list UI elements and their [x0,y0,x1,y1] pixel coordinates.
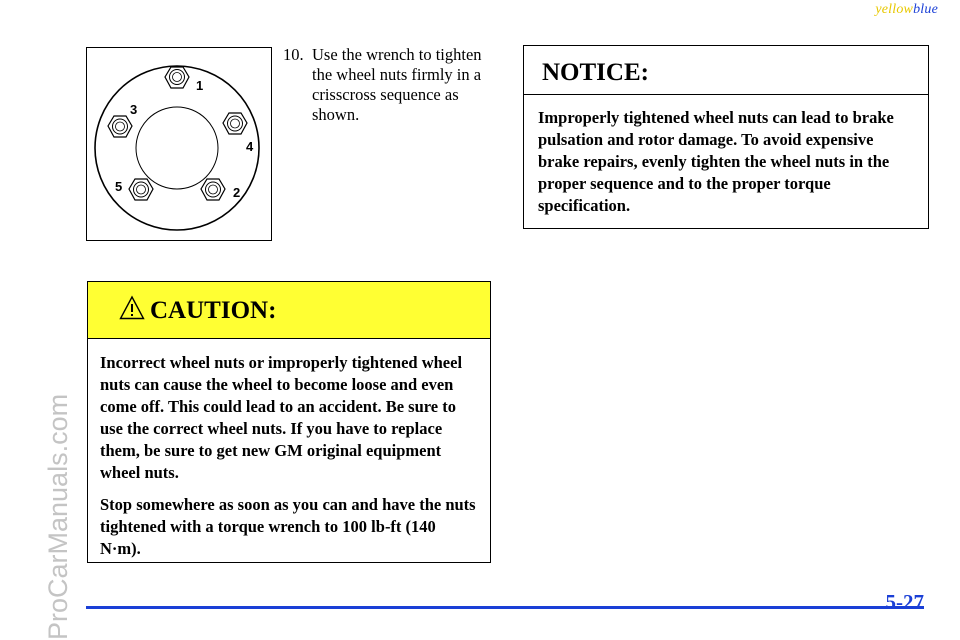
lug-nut-4 [223,113,247,134]
notice-box [523,45,929,229]
step-text: Use the wrench to tighten the wheel nuts firmly in a crisscross sequence as shown. [312,45,482,124]
warning-triangle-icon [119,295,145,321]
site-watermark: ProCarManuals.com [43,393,73,640]
lug-nut-5 [129,179,153,200]
instruction-step [283,45,493,125]
lug-label-2: 2 [233,185,241,200]
notice-title: NOTICE: [542,59,649,86]
caution-paragraph-1: Incorrect wheel nuts or improperly tightened wheel nuts can cause the wheel to become loose and even come off. This could lead to an accident. Be sure to use the correct wheel nuts. If you have to replace them, be sure to get new GM original equipment wheel nuts. [100,353,463,482]
lug-nut-3 [108,116,132,137]
wheel-hub-diagram [87,48,270,239]
wheel-nut-sequence-figure [86,47,272,241]
caution-header [88,282,490,339]
step-number: 10. [283,45,304,64]
page-number: 5-27 [885,590,924,614]
caution-box [87,281,491,563]
tag-blue: blue [913,2,938,17]
lug-label-1: 1 [196,78,204,93]
tag-yellow: yellow [875,2,914,17]
notice-body [524,95,928,217]
lug-nut-1 [165,67,189,88]
caution-paragraph-2: Stop somewhere as soon as you can and have the nuts tightened with a torque wrench to 100 lb-ft (140 N·m). [100,495,476,558]
caution-title: CAUTION: [150,297,277,324]
lug-label-5: 5 [115,179,123,194]
notice-header [524,46,928,95]
lug-label-4: 4 [246,139,254,154]
notice-text: Improperly tightened wheel nuts can lead to brake pulsation and rotor damage. To avoid expensive brake repairs, evenly tighten the wheel nuts in the proper sequence and to the proper torque specification. [538,108,894,215]
lug-nut-2 [201,179,225,200]
lug-label-3: 3 [130,102,138,117]
page-color-tag [875,2,938,18]
caution-body [88,339,490,560]
footer-rule [86,606,924,609]
